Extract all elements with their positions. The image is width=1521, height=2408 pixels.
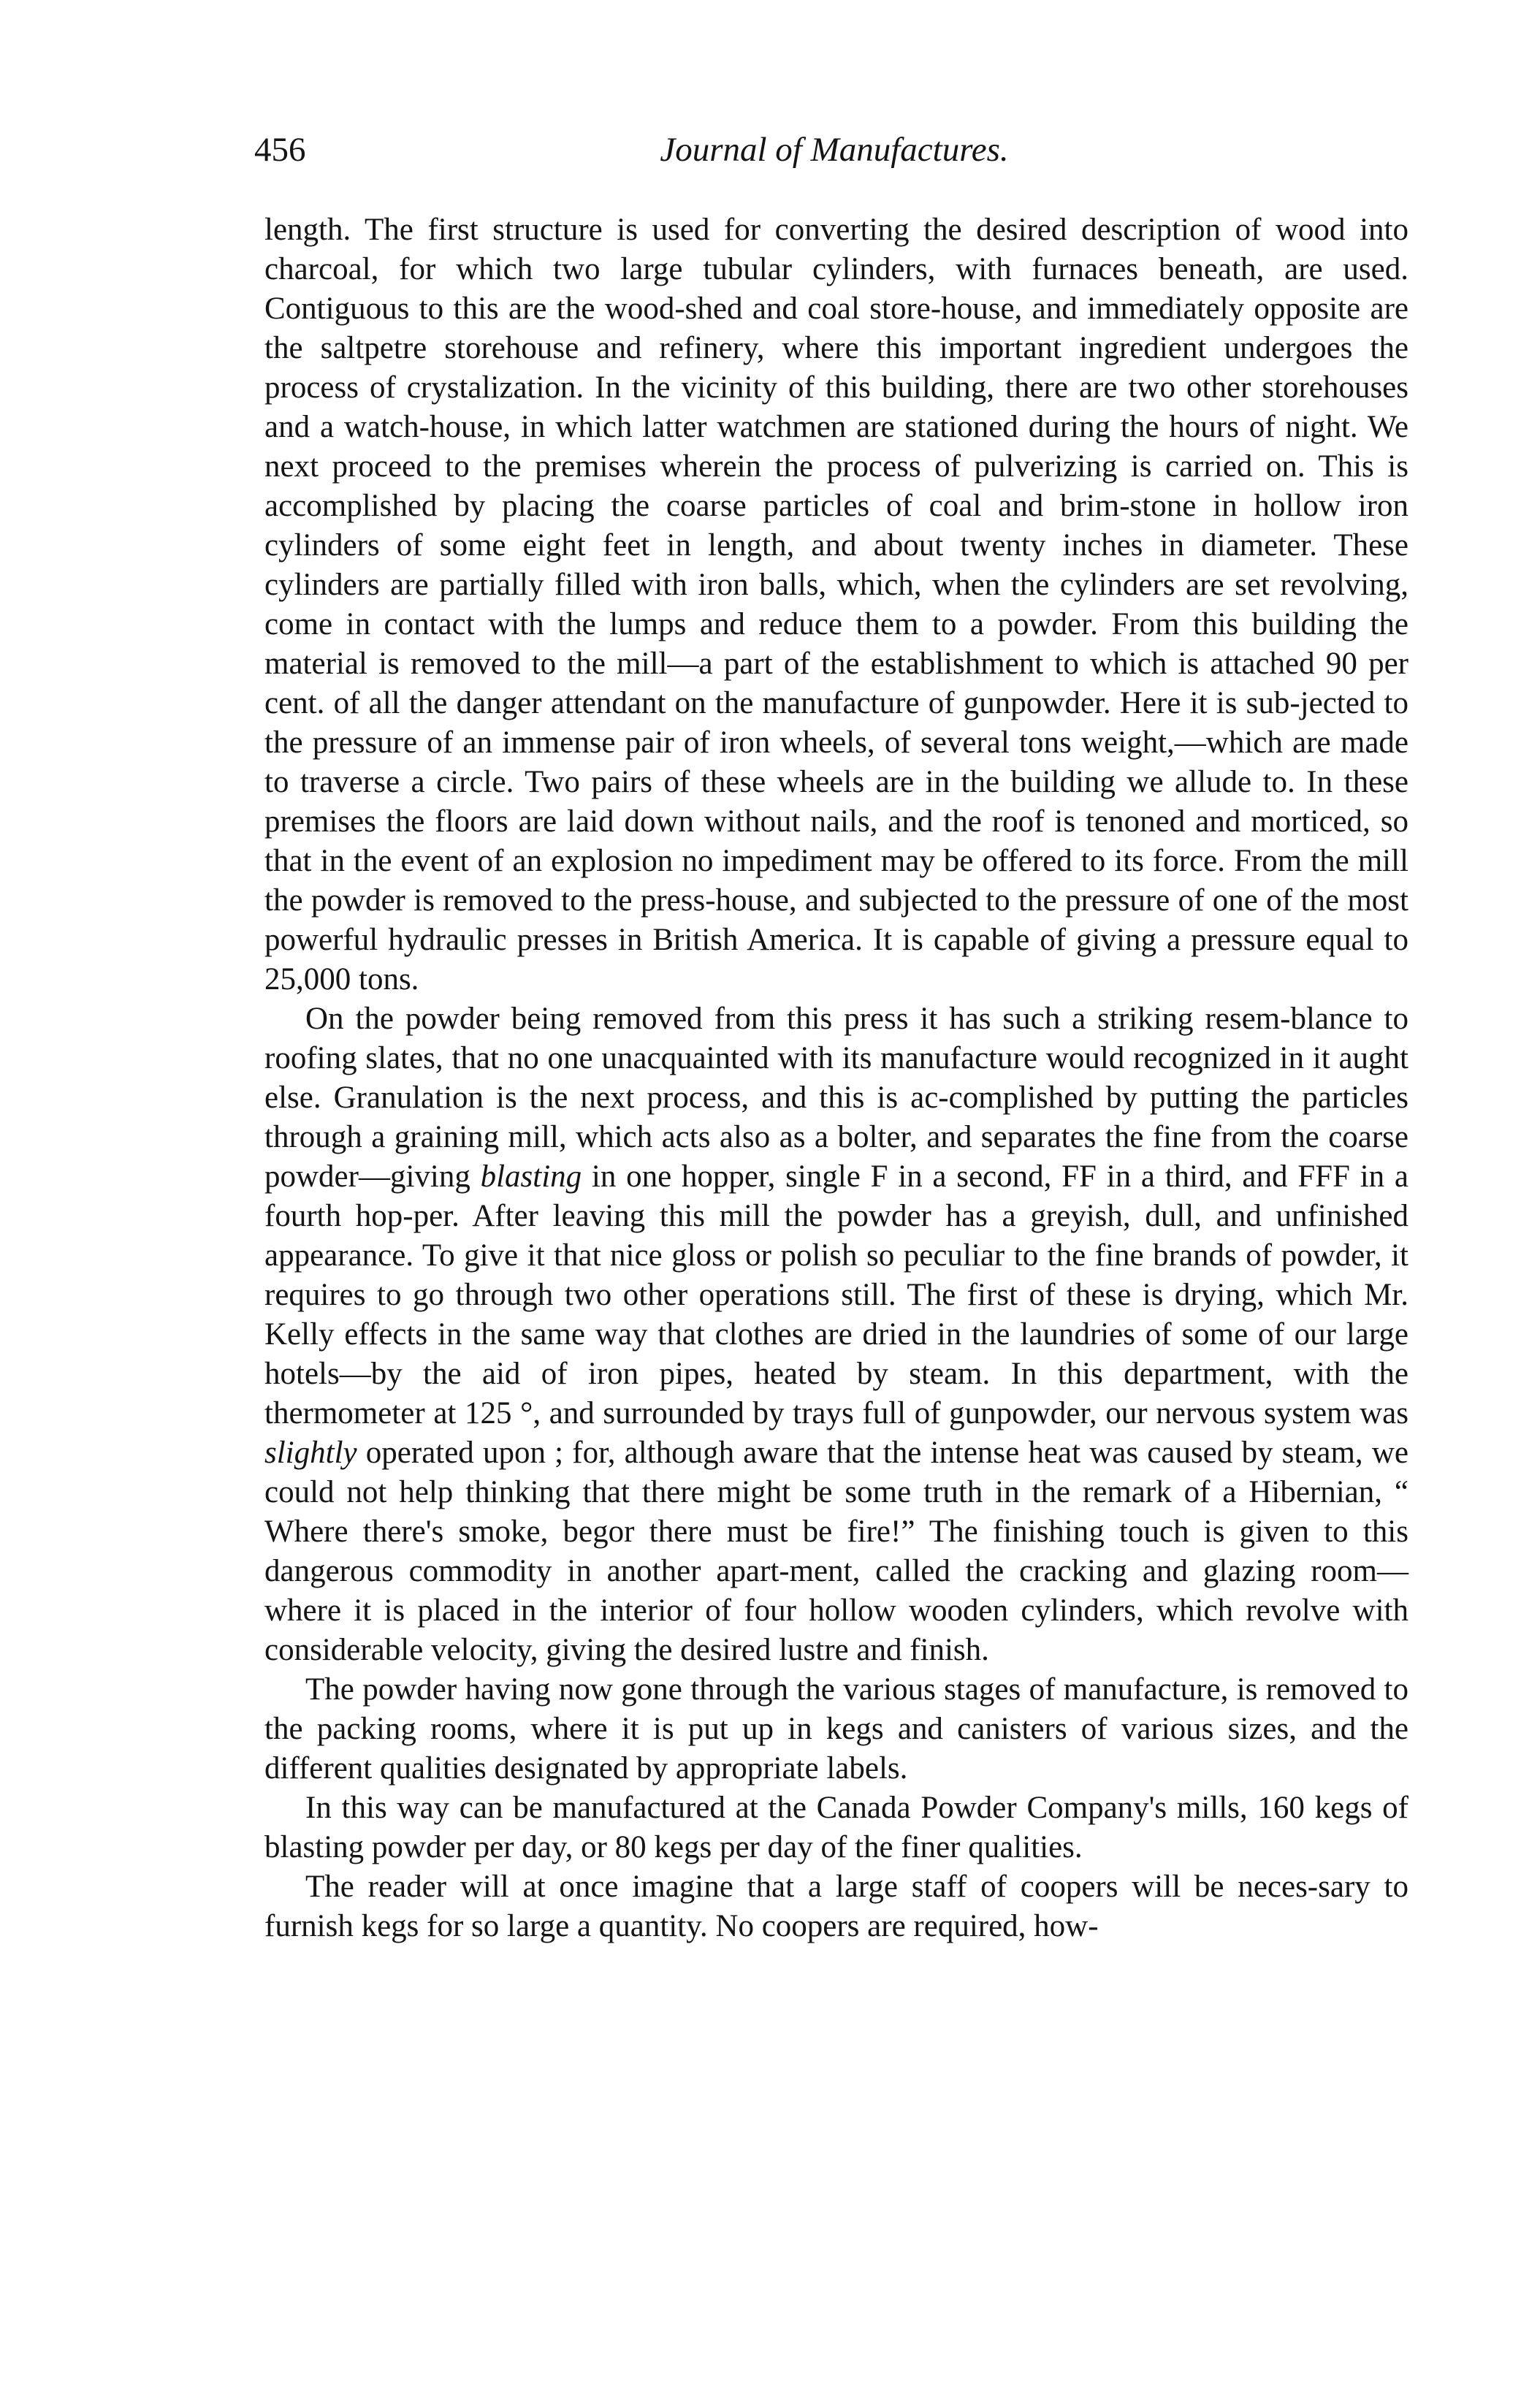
paragraph-5: The reader will at once imagine that a large staff of coopers will be neces-sary to furnish kegs for so large a quantity. No coopers are required, how- xyxy=(264,1870,1408,1943)
page-number: 456 xyxy=(254,131,306,169)
running-title: Journal of Manufactures. xyxy=(660,131,1009,169)
paragraph-2-text-c: operated upon ; for, although aware that the intense heat was caused by steam, we could not help thinking that there might be some truth in the remark of a Hibernian, “ Where there's smoke, begor there must be fire!” The finishing touch is given to this dangerous commodity in another apart-ment, called the cracking and glazing room—where it is placed in the interior of four hollow wooden cylinders, which revolve with considerable velocity, giving the desired lustre and finish. xyxy=(264,1436,1408,1667)
paragraph-2-text-a: On the powder being removed from this press it has such a striking resem-blance to roofing slates, that no one unacquainted with its manufacture would recognized in it aught else. Granulation is the next process, and this is ac-complished by putting the particles through a graining mill, which acts also as a bolter, and separates the fine from the coarse powder—giving xyxy=(264,1002,1408,1194)
page-header xyxy=(254,130,1414,175)
paragraph-1: length. The first structure is used for converting the desired description of wood into charcoal, for which two large tubular cylinders, with furnaces beneath, are used. Contiguous to this are the wood-shed and coal store-house, and immediately opposite are the saltpetre storehouse and refinery, where this important ingredient undergoes the process of crystalization. In the vicinity of this building, there are two other storehouses and a watch-house, in which latter watchmen are stationed during the hours of night. We next proceed to the premises wherein the process of pulverizing is carried on. This is accomplished by placing the coarse particles of coal and brim-stone in hollow iron cylinders of some eight feet in length, and about twenty inches in diameter. These cylinders are partially filled with iron balls, which, when the cylinders are set revolving, come in contact with the lumps and reduce them to a powder. From this building the material is removed to the mill—a part of the establishment to which is attached 90 per cent. of all the danger attendant on the manufacture of gunpowder. Here it is sub-jected to the pressure of an immense pair of iron wheels, of several tons weight,—which are made to traverse a circle. Two pairs of these wheels are in the building we allude to. In these premises the floors are laid down without nails, and the roof is tenoned and morticed, so that in the event of an explosion no impediment may be offered to its force. From the mill the powder is removed to the press-house, and subjected to the pressure of one of the most powerful hydraulic presses in British America. It is capable of giving a pressure equal to 25,000 tons. xyxy=(264,213,1408,997)
body-text xyxy=(264,210,1408,1946)
paragraph-2 xyxy=(264,999,1408,1670)
paragraph-3: The powder having now gone through the various stages of manufacture, is removed to the packing rooms, where it is put up in kegs and canisters of various sizes, and the different qualities designated by appropriate labels. xyxy=(264,1672,1408,1786)
paragraph-4: In this way can be manufactured at the Canada Powder Company's mills, 160 kegs of blasting powder per day, or 80 kegs per day of the finer qualities. xyxy=(264,1791,1408,1864)
italic-slightly: slightly xyxy=(264,1436,357,1470)
paragraph-2-text-b: in one hopper, single F in a second, FF in a third, and FFF in a fourth hop-per. After leaving this mill the powder has a greyish, dull, and unfinished appearance. To give it that nice gloss or polish so peculiar to the fine brands of powder, it requires to go through two other operations still. The first of these is drying, which Mr. Kelly effects in the same way that clothes are dried in the laundries of some of our large hotels—by the aid of iron pipes, heated by steam. In this department, with the thermometer at 125 °, and surrounded by trays full of gunpowder, our nervous system was xyxy=(264,1159,1408,1430)
italic-blasting: blasting xyxy=(480,1159,582,1194)
